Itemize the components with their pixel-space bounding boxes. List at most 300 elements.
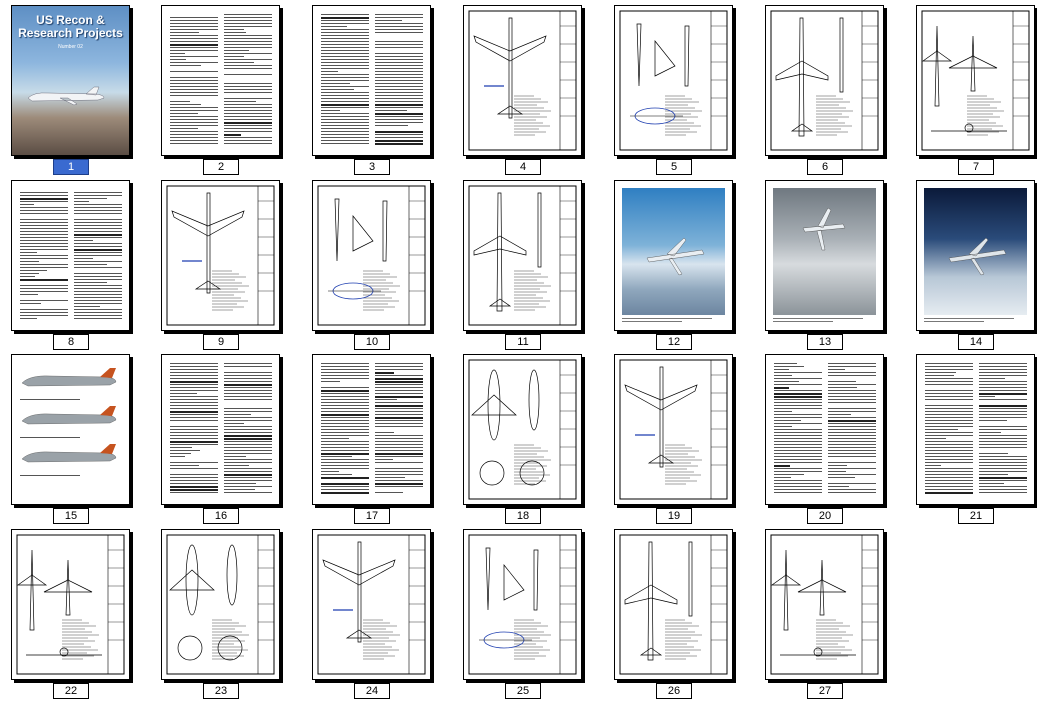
text-line xyxy=(979,366,1027,367)
text-line xyxy=(74,318,122,319)
text-line xyxy=(828,387,857,388)
text-line xyxy=(20,240,68,241)
text-line xyxy=(170,411,218,413)
text-line xyxy=(828,414,851,415)
page-preview[interactable] xyxy=(161,354,280,505)
text-line xyxy=(375,56,423,57)
text-line xyxy=(224,471,272,472)
text-line xyxy=(774,432,822,433)
text-line xyxy=(321,137,369,138)
text-line xyxy=(170,462,218,463)
text-line xyxy=(321,140,369,141)
text-line xyxy=(925,483,973,484)
text-line xyxy=(774,435,822,436)
text-line xyxy=(170,450,200,451)
text-line xyxy=(925,438,946,439)
page-number-label[interactable]: 9 xyxy=(203,334,239,350)
text-line xyxy=(321,456,352,457)
page-thumbnail[interactable] xyxy=(916,354,1037,529)
text-line xyxy=(375,372,394,374)
text-line xyxy=(321,77,369,78)
text-line xyxy=(170,137,218,138)
text-line xyxy=(74,201,89,202)
page-number-label[interactable]: 15 xyxy=(53,508,89,524)
page-number-label[interactable]: 27 xyxy=(807,683,843,699)
page-number-label[interactable]: 7 xyxy=(958,159,994,175)
text-line xyxy=(170,134,218,135)
text-line xyxy=(321,92,369,93)
text-line xyxy=(321,471,339,472)
text-line xyxy=(375,399,397,400)
page-thumbnail[interactable] xyxy=(916,5,1037,180)
page-number-label[interactable]: 1 xyxy=(53,159,89,175)
text-line xyxy=(20,219,68,220)
text-line xyxy=(375,471,423,472)
page-number-label[interactable]: 8 xyxy=(53,334,89,350)
page-thumbnail[interactable] xyxy=(463,5,615,180)
text-line xyxy=(20,273,39,274)
text-line xyxy=(74,282,107,283)
text-line xyxy=(925,414,973,415)
text-line xyxy=(321,68,369,69)
text-line xyxy=(979,453,1008,454)
text-line xyxy=(321,101,369,102)
page-preview[interactable] xyxy=(463,5,582,156)
text-line xyxy=(20,270,47,271)
page-number-label[interactable]: 21 xyxy=(958,508,994,524)
technical-drawing xyxy=(12,530,129,679)
text-line xyxy=(321,50,369,51)
text-line xyxy=(170,444,218,445)
text-line xyxy=(979,435,1027,436)
page-thumbnail[interactable] xyxy=(463,529,615,704)
text-line xyxy=(170,95,218,96)
page-preview[interactable] xyxy=(11,5,130,156)
text-line xyxy=(774,492,822,493)
text-line xyxy=(74,306,100,307)
page-preview[interactable] xyxy=(463,529,582,680)
text-line xyxy=(925,486,973,487)
text-line xyxy=(375,23,423,24)
technical-drawing xyxy=(162,181,279,330)
page-thumbnail[interactable] xyxy=(614,180,766,355)
text-line xyxy=(224,396,272,397)
text-line xyxy=(74,210,122,211)
text-line xyxy=(375,387,423,388)
text-line xyxy=(375,381,423,383)
text-line xyxy=(828,423,876,424)
text-line xyxy=(224,20,272,21)
page-number-label[interactable]: 24 xyxy=(354,683,390,699)
text-line xyxy=(74,309,122,310)
text-line xyxy=(979,471,1027,472)
text-line xyxy=(224,420,272,421)
text-line xyxy=(20,288,68,289)
text-line xyxy=(925,408,973,409)
text-line xyxy=(375,32,423,33)
text-line xyxy=(224,17,272,18)
text-line xyxy=(774,444,822,445)
text-line xyxy=(74,315,122,316)
text-line xyxy=(170,405,218,406)
text-line xyxy=(828,411,876,412)
text-line xyxy=(375,134,423,135)
text-line xyxy=(224,38,272,39)
text-line xyxy=(979,486,1027,487)
text-line xyxy=(20,234,68,235)
text-line xyxy=(828,471,846,472)
text-line xyxy=(170,417,218,418)
aircraft-photo xyxy=(622,188,725,315)
page-thumbnail[interactable] xyxy=(161,5,313,180)
text-line xyxy=(74,195,122,196)
page-preview[interactable] xyxy=(765,529,884,680)
photo-caption xyxy=(924,321,984,322)
text-line xyxy=(224,98,272,99)
page-number-label[interactable]: 23 xyxy=(203,683,239,699)
text-line xyxy=(321,441,369,442)
page-preview[interactable] xyxy=(614,529,733,680)
text-line xyxy=(375,420,423,421)
text-line xyxy=(828,366,876,367)
text-line xyxy=(925,378,973,379)
text-line xyxy=(224,450,272,451)
text-line xyxy=(20,309,68,310)
text-line xyxy=(774,414,822,415)
text-line xyxy=(224,101,256,102)
technical-drawing xyxy=(313,530,430,679)
text-line xyxy=(321,483,369,485)
page-thumbnail[interactable] xyxy=(614,529,766,704)
text-line xyxy=(375,86,423,87)
text-line xyxy=(321,74,369,75)
text-line xyxy=(979,393,1027,395)
text-line xyxy=(375,140,423,142)
text-line xyxy=(224,113,272,114)
text-line xyxy=(925,399,973,400)
page-number-label[interactable]: 20 xyxy=(807,508,843,524)
text-line xyxy=(979,441,1027,442)
text-line xyxy=(224,375,272,376)
text-line xyxy=(979,399,1027,400)
page-preview[interactable] xyxy=(312,180,431,331)
page-number-label[interactable]: 6 xyxy=(807,159,843,175)
cover-aircraft xyxy=(26,86,106,106)
text-line xyxy=(375,480,423,481)
page-number-label[interactable]: 18 xyxy=(505,508,541,524)
text-line xyxy=(321,125,369,126)
page-thumbnail[interactable] xyxy=(312,180,464,355)
text-line xyxy=(20,294,38,295)
page-thumbnail[interactable] xyxy=(614,354,766,529)
text-line xyxy=(170,107,218,108)
page-preview[interactable] xyxy=(916,354,1035,505)
page-preview[interactable] xyxy=(765,180,884,331)
text-line xyxy=(224,92,272,93)
text-line xyxy=(170,116,218,117)
text-line xyxy=(20,246,68,247)
text-line xyxy=(74,231,122,232)
page-number-label[interactable]: 25 xyxy=(505,683,541,699)
text-line xyxy=(375,483,423,485)
text-line xyxy=(321,423,369,424)
page-preview[interactable] xyxy=(614,354,733,505)
page-preview[interactable] xyxy=(614,180,733,331)
text-line xyxy=(375,423,423,424)
page-thumbnail[interactable] xyxy=(11,5,163,180)
text-line xyxy=(828,447,876,448)
page-number-label[interactable]: 16 xyxy=(203,508,239,524)
text-line xyxy=(170,29,218,30)
text-line xyxy=(74,255,122,256)
text-line xyxy=(170,92,218,93)
text-line xyxy=(774,486,822,487)
page-thumbnail[interactable] xyxy=(463,180,615,355)
text-line xyxy=(170,50,218,51)
text-line xyxy=(224,489,255,490)
text-line xyxy=(321,444,369,445)
text-line xyxy=(828,492,876,493)
text-line xyxy=(170,474,218,475)
photo-caption xyxy=(773,321,833,322)
text-line xyxy=(170,122,218,123)
text-line xyxy=(375,29,423,30)
text-line xyxy=(321,86,369,87)
text-line xyxy=(321,417,369,418)
page-preview[interactable] xyxy=(463,354,582,505)
text-line xyxy=(321,20,369,21)
text-line xyxy=(321,477,369,479)
page-number-label[interactable]: 14 xyxy=(958,334,994,350)
text-line xyxy=(979,369,1027,370)
text-line xyxy=(74,234,122,236)
text-line xyxy=(828,441,876,442)
text-line xyxy=(20,225,68,226)
text-line xyxy=(20,213,68,214)
page-thumbnail[interactable] xyxy=(765,354,917,529)
text-line xyxy=(774,384,822,385)
page-thumbnail[interactable] xyxy=(11,529,163,704)
text-line xyxy=(375,137,423,138)
text-line xyxy=(774,462,822,463)
page-number-label[interactable]: 5 xyxy=(656,159,692,175)
text-line xyxy=(224,426,272,427)
text-line xyxy=(979,426,1027,427)
text-line xyxy=(375,77,423,78)
text-line xyxy=(925,453,973,454)
text-line xyxy=(979,459,1027,460)
text-line xyxy=(170,71,218,72)
text-line xyxy=(925,396,973,397)
text-line xyxy=(224,89,272,90)
page-thumbnail[interactable] xyxy=(312,354,464,529)
page-thumbnail[interactable] xyxy=(312,5,464,180)
text-line xyxy=(774,375,792,376)
page-preview[interactable] xyxy=(312,5,431,156)
page-thumbnail[interactable] xyxy=(11,354,163,529)
page-thumbnail[interactable] xyxy=(765,529,917,704)
text-line xyxy=(375,486,423,487)
page-preview[interactable] xyxy=(161,529,280,680)
text-line xyxy=(828,393,876,394)
page-preview[interactable] xyxy=(11,529,130,680)
photo-caption xyxy=(773,318,863,319)
text-line xyxy=(224,143,272,144)
photo-caption xyxy=(924,318,1014,319)
text-line xyxy=(375,432,394,433)
text-line xyxy=(979,390,1027,391)
text-line xyxy=(321,429,369,430)
text-line xyxy=(74,258,93,259)
text-line xyxy=(224,41,272,42)
text-line xyxy=(321,14,369,15)
text-line xyxy=(74,279,122,280)
text-line xyxy=(20,291,68,292)
page-preview[interactable] xyxy=(11,180,130,331)
technical-drawing xyxy=(464,530,581,679)
text-line xyxy=(224,68,272,69)
page-thumbnail[interactable] xyxy=(11,180,163,355)
text-line xyxy=(375,95,423,96)
text-line xyxy=(224,417,272,418)
page-number-label[interactable]: 17 xyxy=(354,508,390,524)
text-line xyxy=(224,399,272,400)
cover-title-line: US Recon & xyxy=(36,13,105,27)
text-line xyxy=(925,390,973,391)
page-thumbnail[interactable] xyxy=(614,5,766,180)
page-preview[interactable] xyxy=(312,529,431,680)
text-line xyxy=(321,110,340,111)
page-thumbnail[interactable] xyxy=(312,529,464,704)
page-number-label[interactable]: 10 xyxy=(354,334,390,350)
text-line xyxy=(74,222,122,223)
page-preview[interactable] xyxy=(312,354,431,505)
text-line xyxy=(925,381,973,382)
text-line xyxy=(375,62,423,63)
text-line xyxy=(224,441,272,442)
page-preview[interactable] xyxy=(161,5,280,156)
text-line xyxy=(828,450,876,451)
page-preview[interactable] xyxy=(614,5,733,156)
text-line xyxy=(224,429,272,430)
text-line xyxy=(224,378,272,379)
text-line xyxy=(224,104,272,105)
text-line xyxy=(774,372,822,373)
text-line xyxy=(375,104,423,106)
text-line xyxy=(321,378,369,379)
text-line xyxy=(224,414,251,415)
text-line xyxy=(74,213,122,214)
text-line xyxy=(979,405,1027,407)
text-line xyxy=(224,50,249,51)
text-line xyxy=(170,119,218,120)
text-line xyxy=(74,312,122,313)
page-preview[interactable] xyxy=(11,354,130,505)
text-line xyxy=(321,459,369,460)
text-line xyxy=(170,447,192,448)
page-thumbnail[interactable] xyxy=(161,180,313,355)
text-line xyxy=(321,402,369,403)
text-line xyxy=(375,68,423,69)
page-preview[interactable] xyxy=(463,180,582,331)
text-line xyxy=(321,56,369,57)
text-line xyxy=(774,363,797,364)
text-line xyxy=(828,456,876,457)
text-line xyxy=(224,140,272,141)
text-line xyxy=(979,396,995,397)
page-thumbnail[interactable] xyxy=(765,5,917,180)
page-number-label[interactable]: 22 xyxy=(53,683,89,699)
text-line xyxy=(224,456,246,457)
text-line xyxy=(170,432,218,433)
page-preview[interactable] xyxy=(765,5,884,156)
text-line xyxy=(774,456,822,457)
page-preview[interactable] xyxy=(161,180,280,331)
text-line xyxy=(321,131,369,132)
page-number-label[interactable]: 4 xyxy=(505,159,541,175)
text-line xyxy=(224,128,272,129)
text-line xyxy=(925,456,973,457)
text-line xyxy=(925,465,941,466)
page-thumbnail[interactable] xyxy=(161,529,313,704)
page-number-label[interactable]: 13 xyxy=(807,334,843,350)
text-line xyxy=(20,231,68,232)
page-number-label[interactable]: 26 xyxy=(656,683,692,699)
page-thumbnail[interactable] xyxy=(161,354,313,529)
text-line xyxy=(979,438,1027,439)
page-preview[interactable] xyxy=(916,5,1035,156)
text-line xyxy=(375,143,423,145)
text-line xyxy=(170,59,186,60)
text-line xyxy=(828,372,876,373)
text-line xyxy=(170,53,185,54)
text-line xyxy=(774,441,822,442)
page-preview[interactable] xyxy=(765,354,884,505)
text-line xyxy=(20,255,68,256)
text-line xyxy=(74,198,107,199)
page-number-label[interactable]: 12 xyxy=(656,334,692,350)
text-line xyxy=(979,477,1027,479)
page-preview[interactable] xyxy=(916,180,1035,331)
text-line xyxy=(321,65,369,66)
text-line xyxy=(979,387,1027,388)
text-line xyxy=(224,23,272,24)
page-thumbnail[interactable] xyxy=(765,180,917,355)
text-line xyxy=(828,468,876,469)
page-thumbnail[interactable] xyxy=(463,354,615,529)
text-line xyxy=(828,453,876,454)
page-number-label[interactable]: 2 xyxy=(203,159,239,175)
text-line xyxy=(74,243,122,244)
page-number-label[interactable]: 11 xyxy=(505,334,541,350)
text-line xyxy=(321,426,369,427)
text-line xyxy=(20,264,68,265)
text-line xyxy=(170,56,218,57)
page-number-label[interactable]: 19 xyxy=(656,508,692,524)
text-line xyxy=(375,441,423,442)
text-line xyxy=(224,26,272,27)
text-line xyxy=(979,429,1027,430)
text-line xyxy=(170,143,218,144)
text-line xyxy=(828,399,876,400)
text-line xyxy=(375,107,423,108)
text-line xyxy=(375,125,408,126)
text-line xyxy=(170,35,218,36)
technical-drawing xyxy=(615,355,732,504)
text-line xyxy=(321,44,369,45)
page-thumbnail[interactable] xyxy=(916,180,1037,355)
page-number-label[interactable]: 3 xyxy=(354,159,390,175)
